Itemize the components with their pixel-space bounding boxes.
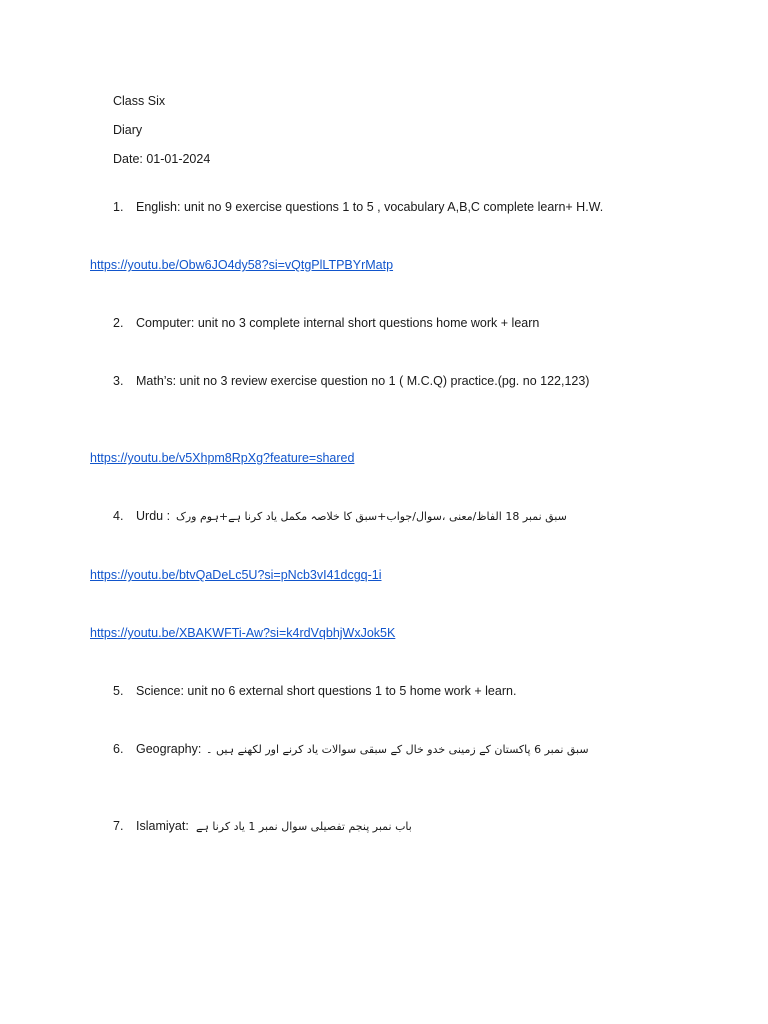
class-label: Class Six	[113, 94, 166, 108]
diary-item-computer	[0, 316, 768, 334]
youtube-link-english[interactable]: https://youtu.be/Obw6JO4dy58?si=vQtgPlLTPBYrMatp	[90, 258, 394, 272]
diary-item-islamiyat	[0, 819, 768, 837]
item-text: Science: unit no 6 external short questions 1 to 5 home work + learn.	[136, 684, 517, 698]
item-number: 2.	[113, 316, 124, 330]
item-number: 6.	[113, 742, 124, 756]
item-number: 4.	[113, 509, 124, 523]
diary-item-geography	[0, 742, 768, 760]
item-number: 7.	[113, 819, 124, 833]
item-subject: Geography:	[136, 742, 202, 756]
item-number: 5.	[113, 684, 124, 698]
item-text: Math’s: unit no 3 review exercise question no 1 ( M.C.Q) practice.(pg. no 122,123)	[136, 374, 590, 388]
date-label: Date: 01-01-2024	[113, 152, 211, 166]
item-number: 1.	[113, 200, 124, 214]
item-urdu-text: سبق نمبر 6 پاکستان کے زمینی خدو خال کے سبقی سوالات یاد کرنے اور لکھنے ہیں ۔	[206, 743, 589, 756]
item-number: 3.	[113, 374, 124, 388]
youtube-link-urdu-2[interactable]: https://youtu.be/XBAKWFTi-Aw?si=k4rdVqbhjWxJok5K	[90, 626, 396, 640]
item-urdu-text: باب نمبر پنجم تفصیلی سوال نمبر 1 یاد کرنا ہے	[196, 820, 412, 833]
diary-item-science	[0, 684, 768, 702]
item-text: Computer: unit no 3 complete internal short questions home work + learn	[136, 316, 540, 330]
youtube-link-urdu-1[interactable]: https://youtu.be/btvQaDeLc5U?si=pNcb3vI41dcgq-1i	[90, 568, 382, 582]
youtube-link-maths[interactable]: https://youtu.be/v5Xhpm8RpXg?feature=shared	[90, 451, 355, 465]
item-urdu-text: سبق نمبر 18 الفاظ/معنی ،سوال/جواب+سبق کا خلاصہ مکمل یاد کرنا ہے+ہوم ورک	[176, 510, 567, 523]
item-subject: Urdu :	[136, 509, 171, 523]
diary-label: Diary	[113, 123, 143, 137]
diary-item-english	[0, 200, 768, 218]
item-text: English: unit no 9 exercise questions 1 to 5 , vocabulary A,B,C complete learn+ H.W.	[136, 200, 604, 214]
item-subject: Islamiyat:	[136, 819, 189, 833]
diary-item-urdu	[0, 509, 768, 527]
diary-item-maths	[0, 374, 768, 392]
